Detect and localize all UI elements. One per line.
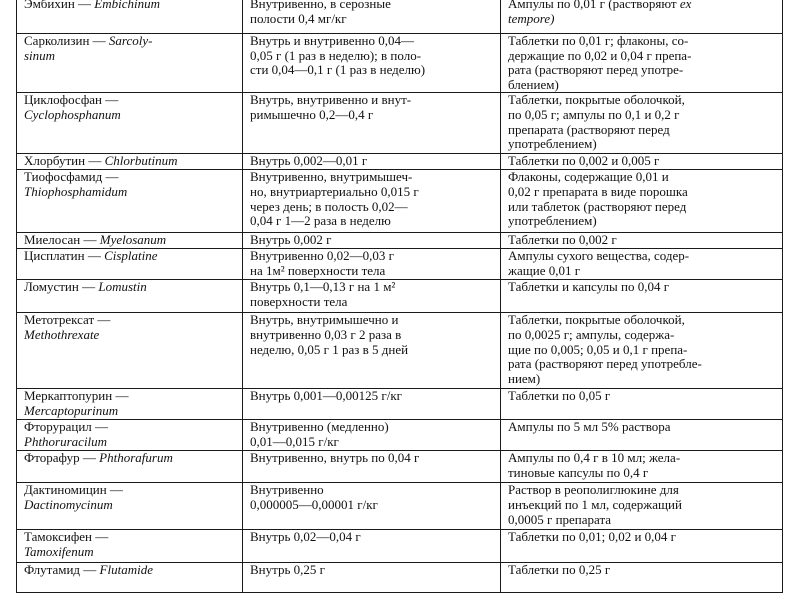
release-form-line (508, 200, 776, 215)
drug-name-line (24, 154, 236, 169)
release-form-line (508, 389, 776, 404)
release-form-line (508, 34, 776, 49)
release-form-cell (501, 34, 783, 93)
dosage-line: на 1м² поверхности тела (250, 262, 386, 278)
dosage-cell (243, 530, 501, 563)
dosage-line: Внутрь 0,02—0,04 г (250, 529, 361, 545)
release-form-text: или таблеток (растворяют перед (508, 198, 687, 214)
dosage-cell (243, 170, 501, 233)
drug-name-line (24, 435, 236, 450)
dosage-line: Внутрь 0,1—0,13 г на 1 м² (250, 279, 396, 295)
table-row (17, 563, 783, 593)
drug-name-line (24, 483, 236, 498)
dosage-cell (243, 34, 501, 93)
drug-name-cell (17, 249, 243, 280)
release-form-cell (501, 389, 783, 420)
release-form-line (508, 513, 776, 528)
table-row (17, 233, 783, 249)
drug-name-line (24, 389, 236, 404)
dosage-line: Внутрь, внутримышечно и (250, 312, 399, 328)
release-form-line (508, 357, 776, 372)
table-row (17, 93, 783, 154)
release-form-cell (501, 280, 783, 313)
release-form-text: Таблетки по 0,25 г (508, 562, 611, 578)
drug-name-latin: Cyclophosphanum (24, 106, 121, 122)
dosage-cell (243, 249, 501, 280)
release-form-text: употреблением) (508, 213, 597, 229)
table-body (17, 0, 783, 593)
drug-name-line (24, 108, 236, 123)
drug-name-latin: Phthorafurum (99, 450, 173, 466)
release-form-line (508, 123, 776, 138)
release-form-latin: tempore) (508, 10, 555, 26)
release-form-line (508, 313, 776, 328)
drug-name-latin: Flutamide (99, 562, 153, 578)
drug-name-cell (17, 154, 243, 170)
drug-name-cell (17, 0, 243, 34)
drug-name-cell (17, 313, 243, 389)
dosage-line: сти 0,04—0,1 г (1 раз в неделю) (250, 62, 426, 78)
dosage-line: Внутрь, внутривенно и внут- (250, 92, 412, 108)
release-form-text: рата (растворяют перед употребле- (508, 356, 702, 372)
drug-name-cell (17, 170, 243, 233)
drug-name-line (24, 451, 236, 466)
drug-name-line (24, 498, 236, 513)
release-form-text: употреблением) (508, 136, 597, 152)
release-form-line (508, 343, 776, 358)
release-form-line (508, 420, 776, 435)
dosage-cell (243, 280, 501, 313)
drug-name-text: Метотрексат — (24, 312, 111, 328)
drug-name-line (24, 170, 236, 185)
dosage-line: внутривенно 0,03 г 2 раза в (250, 326, 402, 342)
release-form-cell (501, 451, 783, 483)
release-form-text: Таблетки и капсулы по 0,04 г (508, 279, 670, 295)
release-form-line (508, 154, 776, 169)
release-form-text: Таблетки по 0,01; 0,02 и 0,04 г (508, 529, 676, 545)
dosage-line: 0,05 г (1 раз в неделю); в поло- (250, 47, 422, 63)
drug-name-text: Эмбихин — (24, 0, 95, 11)
drug-name-text: Сарколизин — (24, 33, 109, 48)
release-form-line (508, 214, 776, 229)
release-form-line (508, 328, 776, 343)
dosage-line: Внутрь 0,25 г (250, 562, 325, 578)
release-form-text: рата (растворяют перед употре- (508, 62, 684, 78)
release-form-text: препарата (растворяют перед (508, 121, 670, 137)
drug-name-line (24, 313, 236, 328)
table-row (17, 170, 783, 233)
drug-name-latin: sinum (24, 47, 56, 63)
release-form-text: нием) (508, 370, 541, 386)
release-form-line (508, 78, 776, 93)
dosage-line: Внутривенно, внутримышеч- (250, 169, 413, 185)
drug-name-line (24, 545, 236, 560)
table-row (17, 389, 783, 420)
dosage-line: Внутривенно (250, 482, 324, 498)
drug-name-line (24, 280, 236, 295)
drug-name-latin: Mercaptopurinum (24, 402, 119, 418)
drug-name-line (24, 0, 236, 12)
release-form-text: Таблетки по 0,05 г (508, 388, 611, 404)
drug-name-latin: Dactinomycinum (24, 496, 113, 512)
dosage-cell (243, 233, 501, 249)
table-row (17, 0, 783, 34)
release-form-line (508, 233, 776, 248)
drug-name-text: Циклофосфан — (24, 92, 119, 108)
dosage-line: Внутривенно (медленно) (250, 419, 389, 435)
release-form-text: инъекций по 1 мл, содержащий (508, 496, 682, 512)
release-form-text: Таблетки по 0,002 г (508, 232, 617, 248)
drug-name-latin: Phthoruracilum (24, 433, 108, 449)
table-row (17, 530, 783, 563)
drug-name-latin: Chlorbutinum (104, 153, 178, 169)
dosage-line: Внутривенно, внутрь по 0,04 г (250, 450, 420, 466)
drug-name-cell (17, 280, 243, 313)
dosage-line: Внутрь и внутривенно 0,04— (250, 33, 414, 48)
release-form-cell (501, 233, 783, 249)
drug-name-latin: Methothrexate (24, 326, 100, 342)
release-form-line (508, 264, 776, 279)
drug-name-line (24, 420, 236, 435)
release-form-line (508, 63, 776, 78)
drug-name-text: Дактиномицин — (24, 482, 123, 498)
drug-name-cell (17, 389, 243, 420)
release-form-cell (501, 530, 783, 563)
release-form-line (508, 563, 776, 578)
release-form-text: Ампулы по 0,01 г (растворяют (508, 0, 680, 11)
release-form-text: Флаконы, содержащие 0,01 и (508, 169, 669, 185)
dosage-cell (243, 420, 501, 451)
table-row (17, 420, 783, 451)
drug-name-line (24, 530, 236, 545)
release-form-text: Таблетки, покрытые оболочкой, (508, 92, 685, 108)
drug-name-line (24, 328, 236, 343)
drug-name-latin: Thiophosphamidum (24, 183, 128, 199)
dosage-line: Внутрь 0,002 г (250, 232, 332, 248)
release-form-line (508, 451, 776, 466)
drug-name-text: Флутамид — (24, 562, 100, 578)
release-form-cell (501, 93, 783, 154)
dosage-cell (243, 0, 501, 34)
release-form-text: Таблетки по 0,01 г; флаконы, со- (508, 33, 689, 48)
table-row (17, 249, 783, 280)
release-form-text: держащие по 0,02 и 0,04 г препа- (508, 47, 692, 63)
drug-name-line (24, 233, 236, 248)
dosage-line: неделю, 0,05 г 1 раз в 5 дней (250, 341, 409, 357)
drug-name-cell (17, 420, 243, 451)
release-form-text: Ампулы по 0,4 г в 10 мл; жела- (508, 450, 681, 466)
release-form-line (508, 49, 776, 64)
drug-name-text: Фторафур — (24, 450, 100, 466)
release-form-cell (501, 170, 783, 233)
table-row (17, 34, 783, 93)
table-row (17, 483, 783, 530)
release-form-text: жащие 0,01 г (508, 262, 581, 278)
release-form-latin: ex (679, 0, 692, 11)
dosage-line: 0,000005—0,00001 г/кг (250, 496, 378, 512)
release-form-line (508, 483, 776, 498)
drug-name-cell (17, 483, 243, 530)
drug-name-text: Меркаптопурин — (24, 388, 129, 404)
release-form-text: по 0,05 г; ампулы по 0,1 и 0,2 г (508, 106, 680, 122)
dosage-line: но, внутриартериально 0,015 г (250, 183, 419, 199)
release-form-text: Ампулы сухого вещества, содер- (508, 248, 690, 264)
release-form-text: 0,02 г препарата в виде порошка (508, 183, 688, 199)
drug-name-text: Тиофосфамид — (24, 169, 119, 185)
release-form-text: Ампулы по 5 мл 5% раствора (508, 419, 671, 435)
drug-name-text: Фторурацил — (24, 419, 109, 435)
dosage-line: Внутривенно 0,02—0,03 г (250, 248, 395, 264)
drug-name-cell (17, 530, 243, 563)
release-form-line (508, 372, 776, 387)
dosage-line: поверхности тела (250, 293, 348, 309)
release-form-line (508, 170, 776, 185)
release-form-cell (501, 249, 783, 280)
release-form-cell (501, 313, 783, 389)
drug-name-line (24, 49, 236, 64)
release-form-line (508, 93, 776, 108)
release-form-text: блением) (508, 76, 559, 92)
drug-name-latin: Embichinum (94, 0, 161, 11)
dosage-cell (243, 389, 501, 420)
dosage-line: Внутривенно, в серозные (250, 0, 391, 11)
drug-name-text: Ломустин — (24, 279, 99, 295)
dosage-cell (243, 313, 501, 389)
drug-name-latin: Sarcoly- (108, 33, 153, 48)
dosage-cell (243, 451, 501, 483)
release-form-text: Таблетки, покрытые оболочкой, (508, 312, 685, 328)
drug-name-text: Цисплатин — (24, 248, 105, 264)
dosage-line: 0,04 г 1—2 раза в неделю (250, 213, 391, 229)
drug-name-line (24, 93, 236, 108)
drug-name-latin: Lomustin (98, 279, 147, 295)
dosage-line: римышечно 0,2—0,4 г (250, 106, 374, 122)
drug-name-cell (17, 451, 243, 483)
dosage-cell (243, 154, 501, 170)
release-form-cell (501, 154, 783, 170)
release-form-line (508, 108, 776, 123)
dosage-line: Внутрь 0,001—0,00125 г/кг (250, 388, 402, 404)
release-form-text: по 0,0025 г; ампулы, содержа- (508, 326, 675, 342)
dosage-cell (243, 483, 501, 530)
dosage-line: Внутрь 0,002—0,01 г (250, 153, 368, 169)
release-form-text: Таблетки по 0,002 и 0,005 г (508, 153, 660, 169)
drug-name-latin: Myelosanum (99, 232, 167, 248)
release-form-line (508, 498, 776, 513)
drug-name-cell (17, 233, 243, 249)
drug-dosage-table (16, 0, 783, 593)
table-row (17, 313, 783, 389)
release-form-line (508, 185, 776, 200)
dosage-cell (243, 563, 501, 593)
release-form-text: тиновые капсулы по 0,4 г (508, 464, 649, 480)
release-form-cell (501, 483, 783, 530)
release-form-line (508, 530, 776, 545)
release-form-cell (501, 0, 783, 34)
table-row (17, 451, 783, 483)
drug-name-cell (17, 34, 243, 93)
release-form-cell (501, 563, 783, 593)
drug-name-line (24, 34, 236, 49)
drug-name-text: Миелосан — (24, 232, 100, 248)
release-form-line (508, 137, 776, 152)
drug-name-cell (17, 93, 243, 154)
release-form-line (508, 280, 776, 295)
drug-name-line (24, 185, 236, 200)
table-row (17, 154, 783, 170)
release-form-line (508, 249, 776, 264)
drug-name-cell (17, 563, 243, 593)
drug-name-latin: Tamoxifenum (24, 543, 94, 559)
release-form-text: щие по 0,005; 0,05 и 0,1 г препа- (508, 341, 688, 357)
drug-name-text: Тамоксифен — (24, 529, 109, 545)
drug-name-latin: Cisplatine (104, 248, 158, 264)
release-form-text: Раствор в реополиглюкине для (508, 482, 679, 498)
release-form-line (508, 12, 776, 27)
table-row (17, 280, 783, 313)
release-form-cell (501, 420, 783, 451)
dosage-line: через день; в полость 0,02— (250, 198, 408, 214)
dosage-cell (243, 93, 501, 154)
drug-name-text: Хлорбутин — (24, 153, 105, 169)
dosage-line: полости 0,4 мг/кг (250, 10, 347, 26)
drug-name-line (24, 404, 236, 419)
dosage-line: 0,01—0,015 г/кг (250, 433, 339, 449)
release-form-line (508, 466, 776, 481)
drug-name-line (24, 563, 236, 578)
release-form-text: 0,0005 г препарата (508, 511, 612, 527)
drug-name-line (24, 249, 236, 264)
